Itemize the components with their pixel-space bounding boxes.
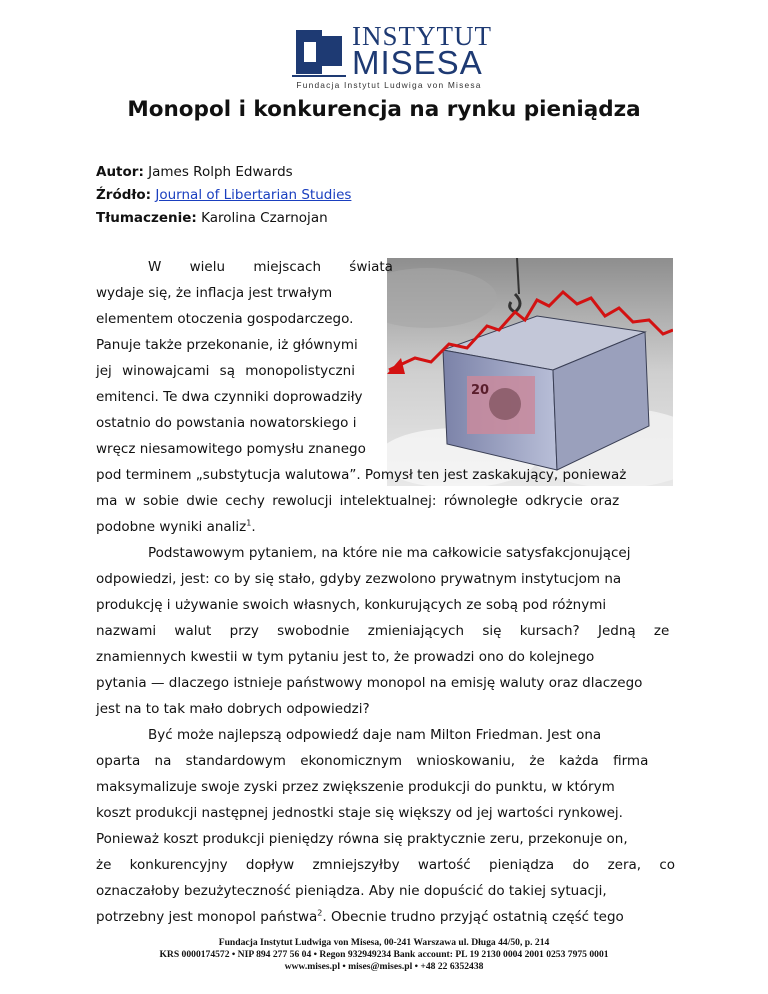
p2-line-1: Podstawowym pytaniem, na które nie ma całkowicie satysfakcjonującej: [148, 545, 631, 561]
p3-line-8-post: . Obecnie trudno przyjąć ostatnią część tego: [322, 909, 624, 925]
p3-line-1: Być może najlepszą odpowiedź daje nam Milton Friedman. Jest ona: [148, 727, 602, 743]
p2-line-3: produkcję i używanie swoich własnych, konkurujących ze sobą pod różnymi: [96, 597, 607, 613]
logo-word-instytut: INSTYTUT: [352, 21, 492, 51]
author-label: Autor:: [96, 164, 144, 180]
p3-line-3: maksymalizuje swoje zyski przez zwiększenie produkcji do punktu, w którym: [96, 779, 615, 795]
source-label: Źródło:: [96, 187, 152, 203]
p1-line-11: [96, 518, 672, 536]
page-title: Monopol i konkurencja na rynku pieniądza: [127, 97, 641, 122]
p3-line-5: Ponieważ koszt produkcji pieniędzy równa się praktycznie zeru, przekonuje on,: [96, 831, 628, 847]
p1-line-8: wręcz niesamowitego pomysłu znanego: [96, 441, 366, 457]
p1-line-3: elementem otoczenia gospodarczego.: [96, 311, 354, 327]
source-line: [96, 186, 351, 204]
translation-label: Tłumaczenie:: [96, 210, 197, 226]
footnote-ref-2[interactable]: 2: [317, 908, 323, 918]
footnote-ref-1[interactable]: 1: [246, 518, 252, 528]
p1-line-5: jej winowajcami są monopolistyczni: [96, 363, 355, 379]
p3-line-6: że konkurencyjny dopływ zmniejszyłby wartość pieniądza do zera, co: [96, 857, 676, 873]
footer-address: Fundacja Instytut Ludwiga von Misesa, 00-241 Warszawa ul. Długa 44/50, p. 214: [218, 937, 550, 948]
author-line: [96, 163, 293, 181]
p2-line-6: pytania — dlaczego istnieje państwowy monopol na emisję waluty oraz dlaczego: [96, 675, 643, 691]
p2-line-5: znamiennych kwestii w tym pytaniu jest to, że prowadzi ono do kolejnego: [96, 649, 595, 665]
p1-line-10: ma w sobie dwie cechy rewolucji intelektualnej: równoległe odkrycie oraz: [96, 493, 620, 509]
p2-line-7: jest na to tak mało dobrych odpowiedzi?: [96, 701, 370, 717]
logo-tagline: Fundacja Instytut Ludwiga von Misesa: [296, 80, 482, 90]
logo-word-misesa: MISESA: [352, 44, 483, 81]
p1-line-6: emitenci. Te dwa czynniki doprowadziły: [96, 389, 363, 405]
p2-line-2: odpowiedzi, jest: co by się stało, gdyby zezwolono prywatnym instytucjom na: [96, 571, 622, 587]
p1-end-punct: .: [251, 519, 256, 535]
author-name: James Rolph Edwards: [148, 164, 293, 180]
p3-line-7: oznaczałoby bezużyteczność pieniądza. Aby nie dopuścić do takiej sytuacji,: [96, 883, 607, 899]
p2-line-4: nazwami walut przy swobodnie zmieniających się kursach? Jedną ze: [96, 623, 670, 639]
p1-line-9: pod terminem „substytucja walutowa”. Pomysł ten jest zaskakujący, ponieważ: [96, 467, 627, 483]
logo-mark-icon: [290, 22, 348, 80]
p3-line-8-pre: potrzebny jest monopol państwa: [96, 909, 318, 925]
instytut-misesa-logo: [290, 18, 490, 88]
footer-registry: KRS 0000174572 • NIP 894 277 56 04 • Regon 932949234 Bank account: PL 19 2130 0004 2001 0253 7975 0001: [159, 949, 609, 960]
p1-line-1: [148, 258, 393, 276]
p3-line-8: [96, 908, 672, 926]
banknote-value: 20: [471, 383, 490, 398]
source-link[interactable]: Journal of Libertarian Studies: [155, 187, 352, 203]
translation-line: [96, 209, 328, 227]
p3-line-2: oparta na standardowym ekonomicznym wnioskowaniu, że każda firma: [96, 753, 649, 769]
p1-line-11-text: podobne wyniki analiz: [96, 519, 247, 535]
translator-name: Karolina Czarnojan: [201, 210, 328, 226]
p1-line-1-text: W wielu miejscach świata: [148, 259, 393, 275]
p1-line-4: Panuje także przekonanie, iż głównymi: [96, 337, 358, 353]
p3-line-4: koszt produkcji następnej jednostki staje się większy od jej wartości rynkowej.: [96, 805, 623, 821]
p1-line-2: wydaje się, że inflacja jest trwałym: [96, 285, 333, 301]
page-footer: [0, 937, 768, 973]
footer-contact: www.mises.pl • mises@mises.pl • +48 22 6352438: [284, 961, 484, 972]
p1-line-7: ostatnio do powstania nowatorskiego i: [96, 415, 357, 431]
